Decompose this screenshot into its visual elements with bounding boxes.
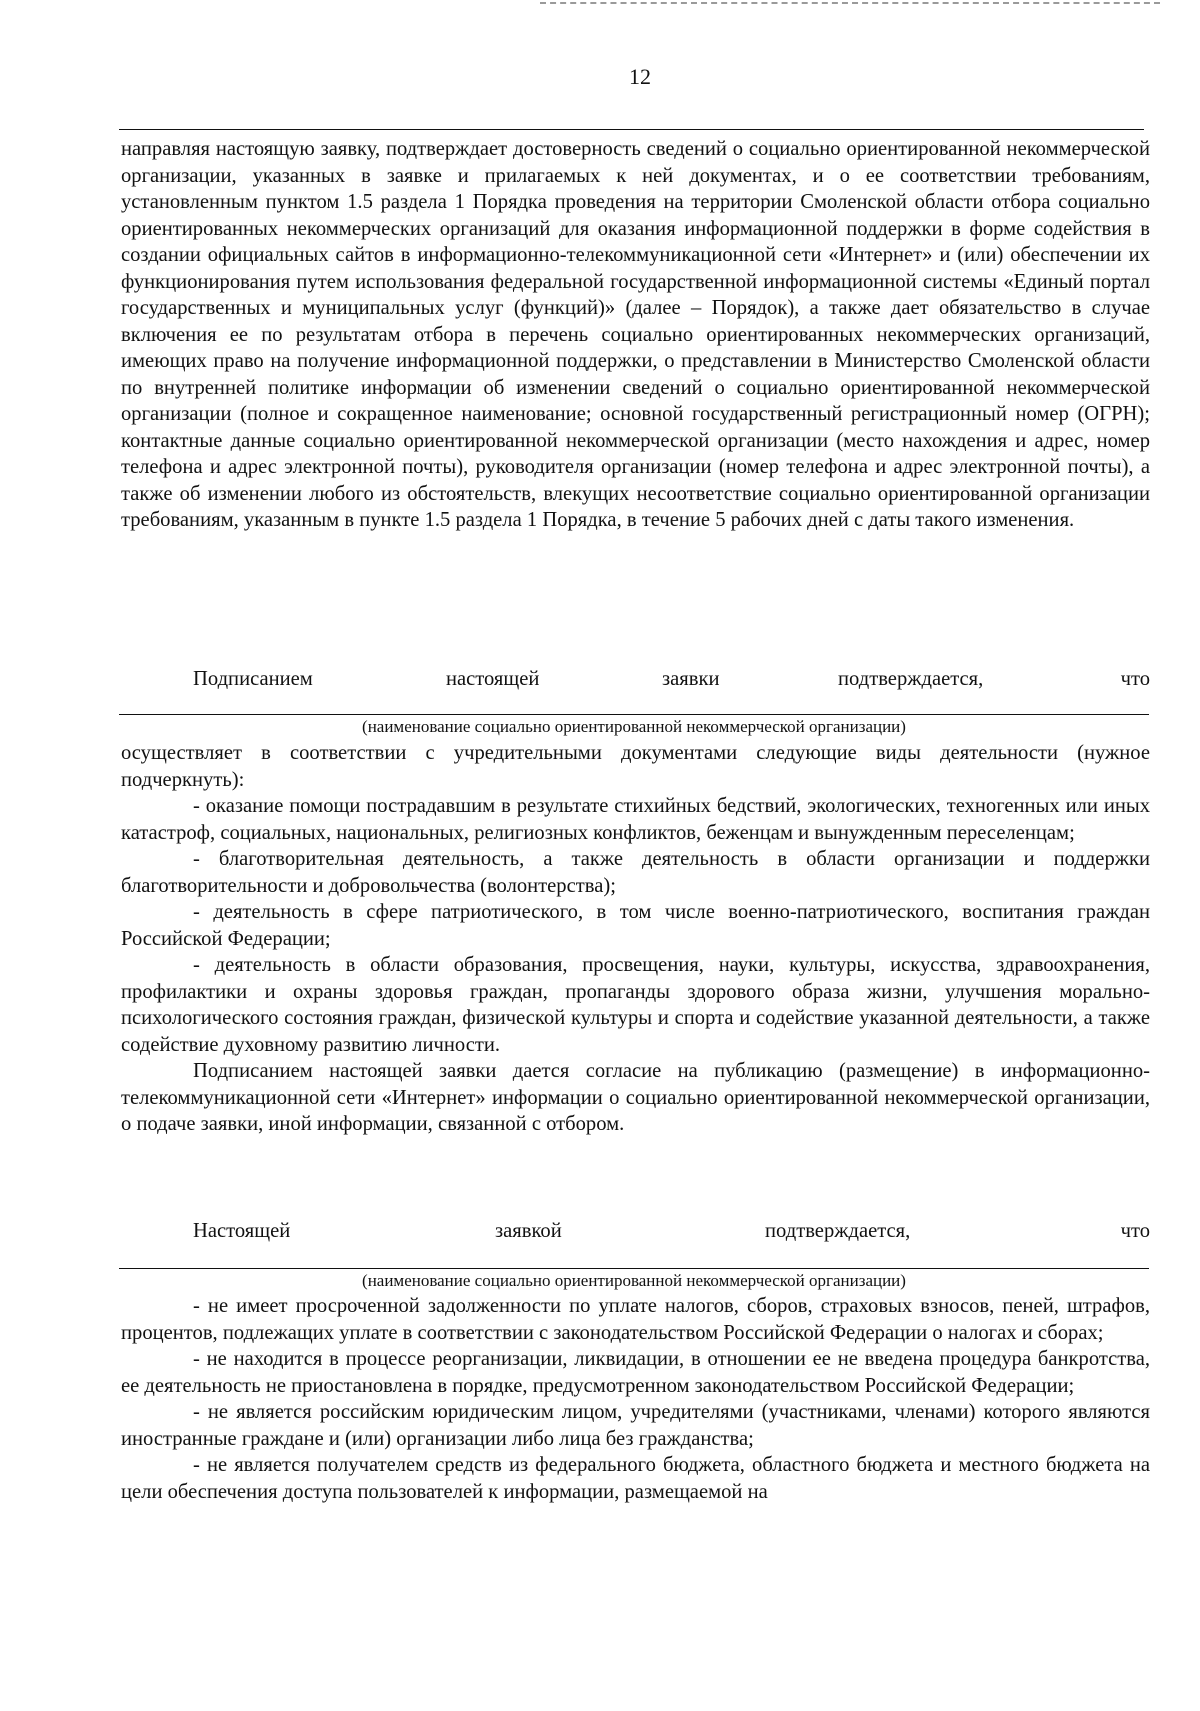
confirmations-section [121, 1293, 1150, 1505]
signature-word: заявки [662, 668, 720, 690]
signature-word: что [1120, 668, 1150, 690]
list-item [121, 793, 1150, 846]
confirmation-item-1: - не имеет просроченной задолженности по уплате налогов, сборов, страховых взносов, пеней, штрафов, процентов, подлежащих уплате в соответствии с законодательством Российской Федерации о налогах и сборах; [121, 1295, 1150, 1344]
confirmation-item-2: - не находится в процессе реорганизации, ликвидации, в отношении ее не введена процедура банкротства, ее деятельность не приостановлена в порядке, предусмотренном законодательством Российской Федерации; [121, 1348, 1150, 1397]
confirmation-item-3: - не является российским юридическим лицом, учредителями (участниками, членами) которого являются иностранные граждане и (или) организации либо лица без гражданства; [121, 1401, 1150, 1450]
signature-word: Настоящей [193, 1220, 291, 1242]
list-item [121, 1452, 1150, 1505]
consent-paragraph [121, 1058, 1150, 1138]
list-item [121, 952, 1150, 1058]
signature-word: что [1120, 1220, 1150, 1242]
list-item [121, 1346, 1150, 1399]
activities-intro: осуществляет в соответствии с учредительными документами следующие виды деятельности (нужное подчеркнуть): [121, 742, 1150, 791]
list-item [121, 1399, 1150, 1452]
consent-text: Подписанием настоящей заявки дается согласие на публикацию (размещение) в информационно-телекоммуникационной сети «Интернет» информации о социально ориентированной некоммерческой организации, о подаче заявки, иной информации, связанной с отбором. [121, 1060, 1150, 1135]
signature-word: подтверждается, [765, 1220, 911, 1242]
activity-item-3: - деятельность в сфере патриотического, в том числе военно-патриотического, воспитания граждан Российской Федерации; [121, 901, 1150, 950]
organization-name-caption-2: (наименование социально ориентированной некоммерческой организации) [362, 1271, 906, 1290]
list-item [121, 846, 1150, 899]
paragraph-confirmation-of-accuracy [121, 136, 1150, 534]
signature-word: Подписанием [193, 668, 313, 690]
confirmation-item-4: - не является получателем средств из федерального бюджета, областного бюджета и местного бюджета на цели обеспечения доступа пользователей к информации, размещаемой на [121, 1454, 1150, 1503]
signature-word: настоящей [446, 668, 540, 690]
activities-section [121, 740, 1150, 1138]
scan-artifact-line [540, 2, 1160, 4]
organization-name-blank-2 [119, 1268, 1149, 1269]
signature-word: заявкой [495, 1220, 562, 1242]
list-item [121, 1293, 1150, 1346]
list-item [121, 899, 1150, 952]
activity-item-1: - оказание помощи пострадавшим в результате стихийных бедствий, экологических, техногенных или иных катастроф, социальных, национальных, религиозных конфликтов, беженцам и вынужденным переселенцам; [121, 795, 1150, 844]
page-number: 12 [629, 64, 651, 89]
activity-item-4: - деятельность в области образования, просвещения, науки, культуры, искусства, здравоохранения, профилактики и охраны здоровья граждан, пропаганды здорового образа жизни, улучшения морально-психологического состояния граждан, физической культуры и спорта и содействие указанной деятельности, а также содействие духовному развитию личности. [121, 954, 1150, 1056]
organization-name-blank-1 [119, 714, 1149, 715]
activity-item-2: - благотворительная деятельность, а также деятельность в области организации и поддержки благотворительности и добровольчества (волонтерства); [121, 848, 1150, 897]
signature-word: подтверждается, [838, 668, 984, 690]
organization-name-caption-1: (наименование социально ориентированной некоммерческой организации) [362, 717, 906, 736]
paragraph-text: направляя настоящую заявку, подтверждает достоверность сведений о социально ориентированной некоммерческой организации, указанных в заявке и прилагаемых к ней документах, и о ее соответствии требованиям, установленным пунктом 1.5 раздела 1 Порядка проведения на территории Смоленской области отбора социально ориентированных некоммерческих организаций для оказания информационной поддержки в форме содействия в создании официальных сайтов в информационно-телекоммуникационной сети «Интернет» и (или) обеспечении их функционирования путем использования федеральной государственной информационной системы «Единый портал государственных и муниципальных услуг (функций)» (далее – Порядок), а также дает обязательство в случае включения ее по результатам отбора в перечень социально ориентированных некоммерческих организаций, имеющих право на получение информационной поддержки, о представлении в Министерство Смоленской области по внутренней политике информации об изменении сведений о социально ориентированной некоммерческой организации (полное и сокращенное наименование; основной государственный регистрационный номер (ОГРН); контактные данные социально ориентированной некоммерческой организации (место нахождения и адрес, номер телефона и адрес электронной почты), руководителя организации (номер телефона и адрес электронной почты), а также об изменении любого из обстоятельств, влекущих несоответствие социально ориентированной организации требованиям, указанным в пункте 1.5 раздела 1 Порядка, в течение 5 рабочих дней с даты такого изменения. [121, 138, 1150, 531]
top-rule [119, 129, 1144, 130]
